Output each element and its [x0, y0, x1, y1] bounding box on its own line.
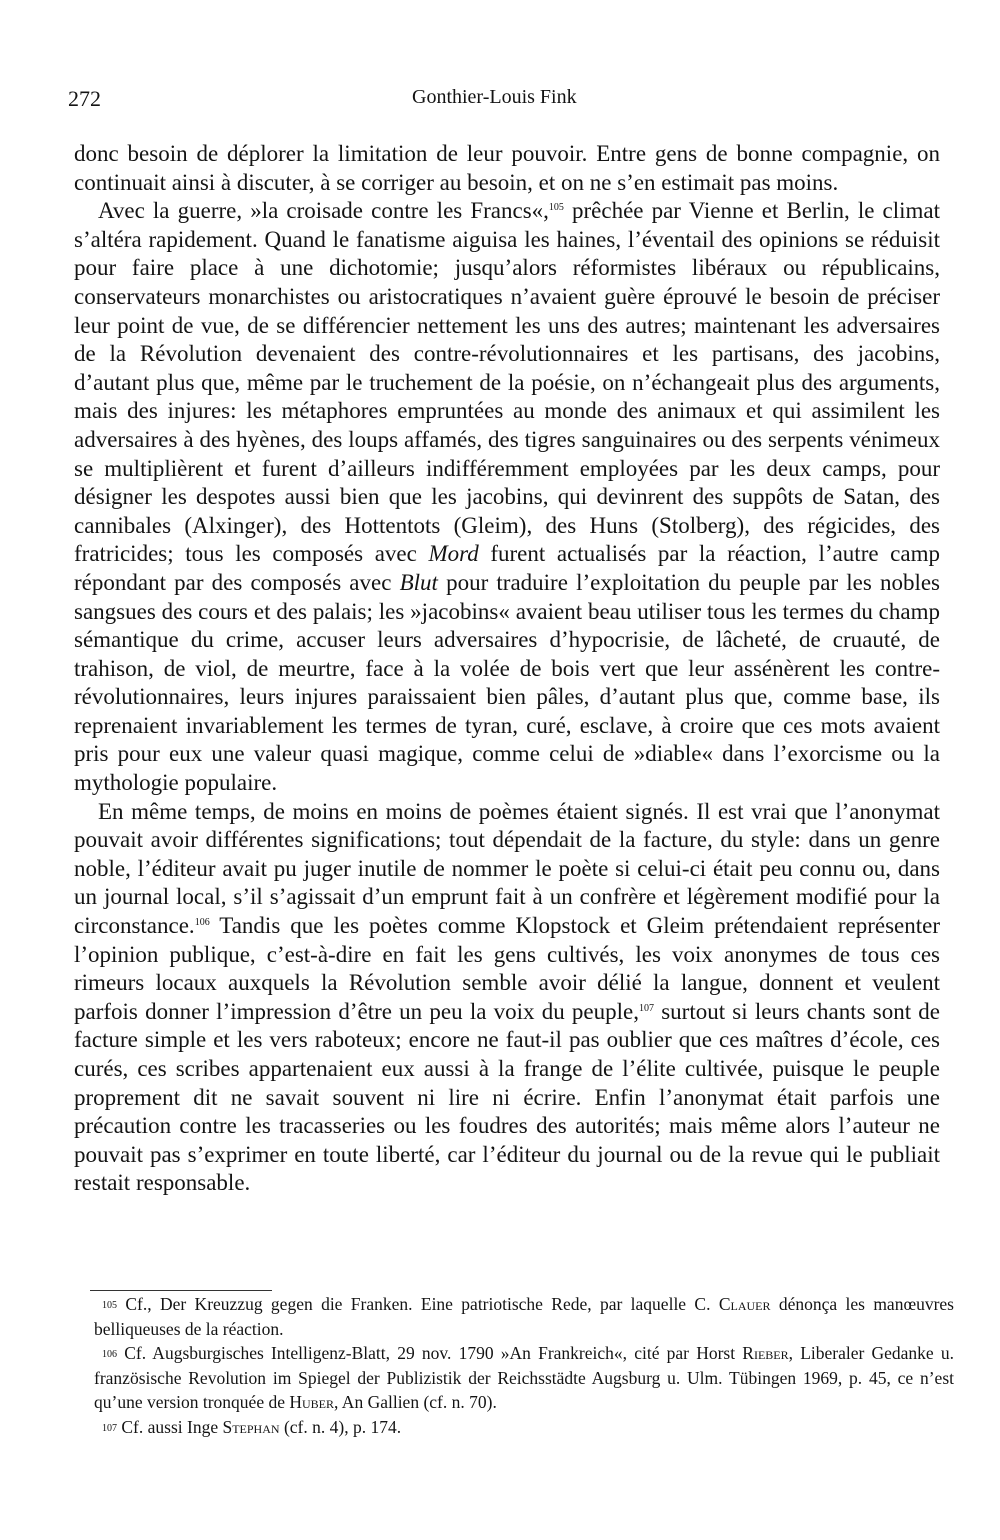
footnote-ref-107: 107 — [639, 1002, 654, 1014]
footnote-number-107: 107 — [102, 1422, 117, 1434]
footnote-ref-106: 106 — [194, 917, 210, 929]
footnote-107 — [94, 1415, 954, 1440]
footnote-105-author: Clauer — [718, 1294, 771, 1314]
paragraph-3-text-a: En même temps, de moins en moins de poèmes étaient signés. Il est vrai que l’anonymat pouvait avoir différentes significations; tout dépendait de la facture, du style: dans un genre noble, l’éditeur avait pu juger inutile de nommer le poète si celui-ci était peu connu ou, dans un journal local, s’il s’agissait d’un emprunt fait à un confrère et légèrement modifié pour la circonstance. — [74, 798, 940, 939]
footnote-107-text-a: Cf. aussi Inge — [121, 1416, 223, 1437]
footnote-105-text-a: Cf., Der Kreuzzug gegen die Franken. Eine patriotische Rede, par laquelle C. — [125, 1294, 719, 1314]
paragraph-2-text-c: furent actualisés par la réaction, l’autre camp répondant par des composés avec — [74, 541, 940, 595]
running-head: Gonthier-Louis Fink — [412, 86, 577, 108]
page-number: 272 — [68, 86, 101, 111]
paragraph-3 — [74, 798, 940, 1198]
footnote-106 — [94, 1341, 954, 1415]
footnote-number-106: 106 — [102, 1349, 117, 1360]
paragraph-3-text-c: surtout si leurs chants sont de facture simple et les vers raboteux; encore ne faut-il pas oublier que ces maîtres d’école, ces curés, ces scribes appartenaient eux aussi à la frange de l’élite cultivée, puisque le peuple proprement dit ne savait souvent ni lire ni écrire. Enfin l’anonymat était parfois une précaution contre les tracasseries ou les foudres des autorités; mais même alors l’auteur ne pouvait pas s’exprimer en toute liberté, car l’éditeur du journal ou de la revue qui le publiait restait responsable. — [74, 998, 941, 1196]
italic-term-blut: Blut — [399, 569, 438, 595]
footnote-ref-105: 105 — [548, 202, 564, 214]
footnote-106-text-c: , An Gallien (cf. n. 70). — [334, 1392, 497, 1412]
footnote-106-text-a: Cf. Augsburgisches Intelligenz-Blatt, 29 nov. 1790 »An Frankreich«, cité par Horst — [124, 1343, 743, 1363]
footnote-107-author: Stephan — [222, 1416, 280, 1437]
footnotes — [94, 1292, 954, 1439]
main-text — [74, 140, 940, 1198]
footnote-number-105: 105 — [102, 1300, 117, 1311]
italic-term-mord: Mord — [428, 541, 479, 567]
footnote-107-text-b: (cf. n. 4), p. 174. — [279, 1416, 402, 1437]
footnote-106-author-1: Rieber — [742, 1343, 789, 1363]
footnote-105-text-b: dénonça les manœuvres belliqueuses de la réaction. — [94, 1294, 954, 1339]
paragraph-3-text-b: Tandis que les poètes comme Klopstock et Gleim prétendaient représenter l’opinion publique, c’est-à-dire en fait les gens cultivés, les voix anonymes de tous ces rimeurs locaux auxquels la Révolution semble avoir délié la langue, donnent et veulent parfois donner l’impression d’être un peu la voix du peuple, — [74, 913, 940, 1024]
paragraph-1-text: donc besoin de déplorer la limitation de leur pouvoir. Entre gens de bonne compagnie, on continuait ainsi à discuter, à se corriger au besoin, et on ne s’en estimait pas moins. — [74, 141, 940, 195]
footnote-105 — [94, 1292, 954, 1341]
footnote-106-text-b: , Liberaler Gedanke u. französische Revolution im Spiegel der Publizistik der Reichsstädte Augsburg u. Ulm. Tübingen 1969, p. 45, ce n’est qu’une version tronquée de — [94, 1343, 955, 1412]
paragraph-1 — [74, 140, 940, 197]
paragraph-2-text-d: pour traduire l’exploitation du peuple par les nobles sangsues des cours et des palais; les »jacobins« avaient beau utiliser tous les termes du champ sémantique du crime, accuser leurs adversaires d’hypocrisie, de lâcheté, de cruauté, de trahison, de viol, de meurtre, face à la volée de bois vert que leur assénèrent les contre-révolutionnaires, leurs injures paraissaient bien pâles, d’autant plus que, comme base, ils reprenaient invariablement les termes de tyran, curé, esclave, à croire que ces mots avaient pris pour eux une valeur quasi magique, comme celui de »diable« dans l’exorcisme ou la mythologie populaire. — [74, 569, 941, 796]
footnote-106-author-2: Huber — [289, 1392, 335, 1412]
paragraph-2-text-a: Avec la guerre, »la croisade contre les Francs«, — [98, 198, 549, 224]
paragraph-2 — [74, 197, 940, 797]
paragraph-2-text-b: prêchée par Vienne et Berlin, le climat s’altéra rapidement. Quand le fanatisme aiguisa les haines, l’éventail des opinions se réduisit pour faire place à une dichotomie; jusqu’alors réformistes libéraux ou républicains, conservateurs monarchistes ou aristocratiques n’avaient guère éprouvé le besoin de préciser leur point de vue, de se différencier nettement les uns des autres; maintenant les adversaires de la Révolution devenaient des contre-révolutionnaires et les partisans, des jacobins, d’autant plus que, même par le truchement de la poésie, on n’échangeait plus des arguments, mais des injures: les métaphores empruntées au monde des animaux et qui assimilent les adversaires à des hyènes, des loups affamés, des tigres sanguinaires ou des serpents vénimeux se multiplièrent et furent d’ailleurs indifféremment employées par les deux camps, pour désigner les despotes aussi bien que les jacobins, qui devinrent des suppôts de Satan, des cannibales (Alxinger), des Hottentots (Gleim), des Huns (Stolberg), des régicides, des fratricides; tous les composés avec — [74, 198, 940, 567]
footnote-divider — [90, 1290, 272, 1291]
